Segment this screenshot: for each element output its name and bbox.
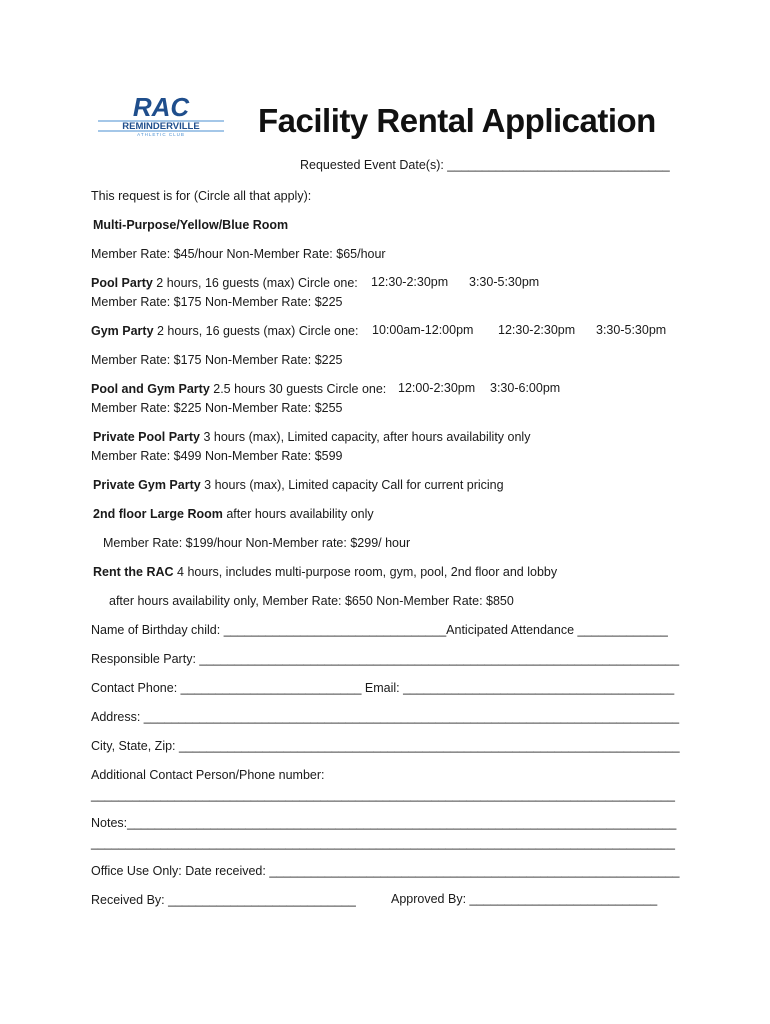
responsible-party-field[interactable]: Responsible Party: _____________________________________________________________________	[91, 652, 680, 666]
pool-gym-party-rates: Member Rate: $225 Non-Member Rate: $255	[91, 401, 343, 415]
additional-contact-field[interactable]: ____________________________________________________________________________________	[91, 788, 675, 802]
logo-tag-text: ATHLETIC CLUB	[137, 132, 185, 136]
gym-slot-1[interactable]: 10:00am-12:00pm	[372, 323, 474, 337]
floor2-rates: Member Rate: $199/hour Non-Member rate: $299/ hour	[103, 536, 411, 550]
pool-slot-1[interactable]: 12:30-2:30pm	[371, 275, 449, 289]
pool-party-name: Pool Party	[91, 276, 153, 290]
notes-line-2[interactable]: ____________________________________________________________________________________	[91, 836, 675, 850]
city-state-zip-field[interactable]: City, State, Zip: ________________________________________________________________________	[91, 739, 680, 753]
private-pool-line	[93, 429, 530, 445]
pool-party-desc: 2 hours, 16 guests (max) Circle one:	[152, 276, 358, 290]
private-gym-line	[93, 477, 504, 493]
rent-rac-desc: 4 hours, includes multi-purpose room, gym, pool, 2nd floor and lobby	[173, 565, 558, 579]
page-title: Facility Rental Application	[258, 102, 656, 139]
logo-sub-text: REMINDERVILLE	[122, 121, 200, 132]
address-field[interactable]: Address: _____________________________________________________________________________	[91, 710, 680, 724]
private-pool-rates: Member Rate: $499 Non-Member Rate: $599	[91, 449, 343, 463]
gym-party-desc: 2 hours, 16 guests (max) Circle one:	[153, 324, 359, 338]
mp-room-name: Multi-Purpose/Yellow/Blue Room	[93, 218, 289, 232]
mp-room-rates: Member Rate: $45/hour Non-Member Rate: $65/hour	[91, 247, 386, 261]
floor2-desc: after hours availability only	[222, 507, 374, 521]
rent-rac-rates: after hours availability only, Member Rate: $650 Non-Member Rate: $850	[109, 594, 514, 608]
private-gym-desc: 3 hours (max), Limited capacity Call for current pricing	[200, 478, 504, 492]
pool-gym-slot-2[interactable]: 3:30-6:00pm	[490, 381, 561, 395]
office-date-received[interactable]: Office Use Only: Date received: ___________________________________________________________	[91, 864, 680, 878]
pool-party-rates: Member Rate: $175 Non-Member Rate: $225	[91, 295, 343, 309]
contact-phone-email-field[interactable]: Contact Phone: __________________________ Email: _______________________________________	[91, 681, 675, 695]
pool-gym-party-desc: 2.5 hours 30 guests Circle one:	[209, 382, 387, 396]
logo-main-text: RAC	[132, 94, 190, 122]
birthday-child-field[interactable]: Name of Birthday child: ________________________________Anticipated Attendance _____________	[91, 623, 668, 637]
rent-rac-name: Rent the RAC	[93, 565, 174, 579]
pool-party-line	[91, 275, 358, 291]
private-pool-desc: 3 hours (max), Limited capacity, after hours availability only	[200, 430, 531, 444]
pool-slot-2[interactable]: 3:30-5:30pm	[469, 275, 540, 289]
event-dates-field[interactable]: Requested Event Date(s): ________________________________	[300, 158, 670, 172]
pool-gym-party-line	[91, 381, 386, 397]
gym-party-rates: Member Rate: $175 Non-Member Rate: $225	[91, 353, 343, 367]
floor2-name: 2nd floor Large Room	[93, 507, 223, 521]
rent-rac-line	[93, 564, 557, 580]
private-pool-name: Private Pool Party	[93, 430, 200, 444]
gym-party-line	[91, 323, 358, 339]
notes-field[interactable]: Notes:_______________________________________________________________________________	[91, 816, 677, 830]
gym-slot-2[interactable]: 12:30-2:30pm	[498, 323, 576, 337]
additional-contact-label: Additional Contact Person/Phone number:	[91, 768, 325, 782]
pool-gym-slot-1[interactable]: 12:00-2:30pm	[398, 381, 476, 395]
rac-logo	[96, 94, 226, 136]
private-gym-name: Private Gym Party	[93, 478, 201, 492]
approved-by-field[interactable]: Approved By: ___________________________	[391, 892, 658, 906]
gym-slot-3[interactable]: 3:30-5:30pm	[596, 323, 667, 337]
gym-party-name: Gym Party	[91, 324, 154, 338]
received-by-field[interactable]: Received By: ___________________________	[91, 893, 356, 907]
intro-text: This request is for (Circle all that apply):	[91, 189, 312, 203]
floor2-line	[93, 506, 374, 522]
pool-gym-party-name: Pool and Gym Party	[91, 382, 210, 396]
